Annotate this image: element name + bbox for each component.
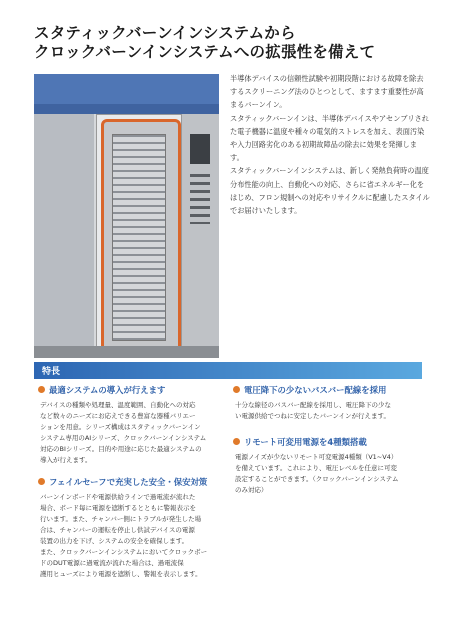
bullet-icon: [233, 386, 240, 393]
bullet-icon: [38, 386, 45, 393]
feature-body: デバイスの種類や処理量、温度範囲、自動化への対応 など数々のニーズにお応えできる豊富な器種バリエー ションを用意。シリーズ構成はスタティックバーンイン システム専用のAIシリーズ、クロックバーンインシステム 対応のBIシリーズ。目的や用途に応じた最適システムの 導入が行えます。: [40, 401, 207, 464]
title-line-2: クロックバーンインシステムへの拡張性を備えて: [34, 43, 376, 61]
board-rack: [112, 134, 166, 341]
feature-heading: 電圧降下の少ないバスバー配線を採用: [233, 384, 411, 396]
intro-text: [230, 72, 430, 217]
title-line-1: スタティックバーンインシステムから: [34, 24, 296, 42]
intro-paragraph: スタティックバーンインシステムは、新しく発熱負荷時の温度分布性能の向上、自動化への対応、さらに省エネルギー化をはじめ、フロン規制への対応やリサイクルに配慮したスタイルでお届けいたします。: [230, 166, 430, 216]
feature-body: 十分な線径のバスバー配線を採用し、電圧降下の少な い電源供給でつねに安定したバーンインが行えます。: [235, 401, 391, 420]
feature-optimal-system: [38, 384, 216, 466]
features-banner: [34, 362, 422, 379]
bullet-icon: [38, 478, 45, 485]
features-label: 特長: [42, 367, 61, 377]
feature-heading: フェイルセーフで充実した安全・保安対策: [38, 476, 216, 488]
bullet-icon: [233, 438, 240, 445]
intro-paragraph: スタティックバーンインは、半導体デバイスやアセンブリされた電子機器に温度や種々の電気的ストレスを加え、表面汚染や入力回路劣化のある初期故障品の除去に効果を発揮します。: [230, 113, 429, 163]
feature-failsafe: [38, 476, 216, 580]
control-panel: [182, 114, 219, 358]
feature-heading: リモート可変用電源を4種類搭載: [233, 436, 411, 448]
feature-heading: 最適システムの導入が行えます: [38, 384, 216, 396]
product-photo: [34, 74, 219, 358]
feature-remote-power: [233, 436, 411, 496]
feature-busbar: [233, 384, 411, 422]
page-title: [34, 24, 434, 62]
feature-body: 電源ノイズが少ないリモート可変電源4種類（V1~V4） を備えています。これにより、電圧レベルを任意に可変 設定することができます。（クロックバーンインシステム のみ対応）: [235, 453, 399, 494]
intro-paragraph: 半導体デバイスの信頼性試験や初期段階における故障を除去するスクリーニング法のひとつとして、ますます重要性が高まるバーンイン。: [230, 74, 424, 110]
feature-body: バーンインボードや電源供給ラインで過電流が流れた 場合、ボード毎に電源を遮断するとともに警報表示を 行います。また、チャンバー側にトラブルが発生した場 合は、チャンバーの運転を停止し供試デバイスの電源 装置の出力を下げ、システムの安全を確保します。 また、クロックバーンインシステムにおいてクロックボー ドのDUT電源に過電流が流れた場合は、過電流保 護用ヒューズにより電源を遮断し、警報を表示します。: [40, 493, 208, 578]
